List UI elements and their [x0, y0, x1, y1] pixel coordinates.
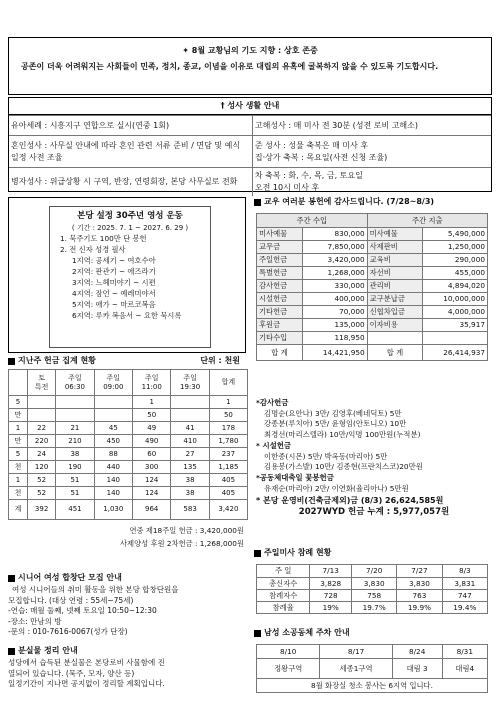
income-header: 주간 수입 — [257, 214, 368, 228]
table-cell: 기타수입 — [257, 332, 303, 345]
square-bullet-icon — [254, 550, 261, 557]
table-cell: 830,000 — [302, 228, 367, 241]
attendance-header-row — [257, 565, 488, 578]
table-cell: 3,828 — [310, 578, 352, 590]
table-cell — [56, 409, 94, 422]
table-cell: 135,000 — [302, 319, 367, 332]
choir-header — [8, 573, 246, 583]
table-cell: 190 — [56, 461, 94, 474]
attendance-title: 주일미사 참례 현황 — [264, 548, 332, 557]
collection-header-row — [9, 370, 248, 396]
table-cell: 대림 3 — [392, 659, 442, 679]
table-cell: 763 — [397, 590, 442, 602]
lost-line: 일정기간이 지나면 공지없이 정리할 계획입니다. — [8, 679, 165, 688]
table-cell: 미사예물 — [367, 228, 423, 241]
choir-line: -장소: 만남의 방 — [8, 616, 62, 626]
donations-section — [256, 398, 492, 519]
table-row — [257, 280, 488, 293]
choir-title: 시니어 여성 합창단 모집 안내 — [18, 573, 122, 582]
table-cell: 728 — [310, 590, 352, 602]
table-cell: 감사헌금 — [257, 280, 303, 293]
choir-line: -문의 : 010-7616-0067(성가 단장) — [8, 627, 128, 636]
table-cell: 1 — [133, 396, 171, 409]
table-cell: 140 — [94, 474, 132, 487]
table-cell: 237 — [209, 448, 247, 461]
cleaning-title: 남성 소공동체 주차 안내 — [264, 628, 350, 637]
table-cell: 405 — [209, 474, 247, 487]
campaign-period: ( 기간 : 2025. 7. 1 ~ 2027. 6. 29 ) — [71, 223, 189, 232]
table-cell: 3,420 — [209, 500, 247, 520]
table-cell: 35,917 — [423, 319, 488, 332]
table-row — [9, 474, 248, 487]
table-row — [9, 448, 248, 461]
table-cell: 후원금 — [257, 319, 303, 332]
table-cell: 583 — [171, 500, 209, 520]
table-cell: 70,000 — [302, 306, 367, 319]
table-row — [257, 319, 488, 332]
table-cell: 신협차입금 — [367, 306, 423, 319]
table-row — [257, 254, 488, 267]
table-cell: 총신자수 — [257, 578, 310, 590]
cell-text: 주일 — [144, 373, 159, 382]
donation-line: 최경선(마리스텔라) 10만/익명 100만원(누적분) — [264, 430, 421, 440]
donation-line: 이한종(시몬) 5만/ 박옥동(마리아) 5만 — [264, 451, 388, 461]
thanks-section — [254, 197, 492, 361]
table-cell: 계 — [9, 500, 28, 520]
prayer-body: 공존이 더욱 어려워지는 사회들이 민족, 정치, 종교, 이념을 이유로 대립의 유혹에 굴복하지 않을 수 있도록 기도합시다. — [21, 62, 439, 71]
choir-line: 모집합니다. (대상 연령 : 55세~75세) — [8, 595, 134, 605]
col-header — [94, 370, 132, 396]
cell-text: 주일 — [106, 373, 121, 382]
table-row — [9, 409, 248, 422]
lost-line: 성당에서 습득된 분실물은 본당로비 사물함에 진 — [8, 658, 165, 667]
table-cell: 3,420,000 — [302, 254, 367, 267]
table-cell: 118,950 — [302, 332, 367, 345]
table-cell — [423, 332, 488, 345]
table-corner — [9, 370, 28, 396]
total-label: 합 계 — [367, 345, 423, 361]
sacraments-table — [9, 115, 491, 196]
square-bullet-icon — [8, 575, 15, 582]
table-cell: 미사예물 — [257, 228, 303, 241]
sacrament-row — [9, 116, 491, 136]
cell-text: 특전 — [34, 382, 49, 391]
donation-line: 김명순(요안나) 3만/ 김영후(베네딕토) 5만 — [264, 408, 402, 418]
table-row — [257, 241, 488, 254]
collection-section — [8, 356, 246, 548]
table-cell: 450 — [94, 435, 132, 448]
table-cell: 3,831 — [442, 578, 487, 590]
campaign-item: 3지역: 느헤미야기 ~ 시편 — [72, 278, 156, 288]
table-cell: 27 — [171, 448, 209, 461]
table-cell: 50 — [133, 409, 171, 422]
table-cell: 440 — [94, 461, 132, 474]
lost-section — [8, 646, 246, 690]
table-cell: 758 — [352, 590, 397, 602]
sacraments-header: † 성사 생활 안내 — [9, 98, 491, 115]
table-cell: 8/24 — [392, 645, 442, 659]
table-cell — [367, 332, 423, 345]
sacrament-cell: 혼인성사 : 사무실 안내에 따라 혼인 관련 서류 준비 / 면담 및 예식 일정 사전 조율 — [9, 136, 252, 168]
table-cell: 주 일 — [257, 565, 310, 578]
table-cell: 124 — [133, 474, 171, 487]
expense-total: 26,414,937 — [423, 345, 488, 361]
lost-title: 분실물 정리 안내 — [18, 646, 78, 655]
sacrament-cell: 준 성사 : 성물 축복은 매 미사 후 집·상가 축복 : 목요일(사전 신청 조율) — [252, 136, 491, 168]
cleaning-note-row — [257, 679, 488, 693]
table-cell: 410 — [171, 435, 209, 448]
table-cell: 88 — [94, 448, 132, 461]
table-row — [9, 422, 248, 435]
table-cell — [171, 409, 209, 422]
square-bullet-icon — [254, 199, 261, 206]
table-cell: 210 — [56, 435, 94, 448]
table-cell: 1,250,000 — [423, 241, 488, 254]
total-label: 합 계 — [257, 345, 303, 361]
finance-header-row — [257, 214, 488, 228]
table-cell: 8/17 — [320, 645, 392, 659]
table-cell: 51 — [56, 474, 94, 487]
collection-header — [8, 356, 240, 366]
table-cell: 19.9% — [397, 602, 442, 614]
table-cell: 1,030 — [94, 500, 132, 520]
table-cell: 만 — [9, 409, 28, 422]
table-cell: 49 — [133, 422, 171, 435]
table-cell: 38 — [171, 474, 209, 487]
table-cell: 10,000,000 — [423, 293, 488, 306]
sacrament-cell: 고해성사 : 매 미사 전 30분 (성전 로비 고해소) — [252, 116, 491, 136]
prayer-title: ✦ 8월 교황님의 기도 지향 : 상호 존중 — [182, 46, 318, 55]
cell-text: 09:00 — [103, 382, 124, 391]
table-cell: 7/27 — [397, 565, 442, 578]
table-cell: 290,000 — [423, 254, 488, 267]
table-cell: 5 — [9, 396, 28, 409]
table-cell: 4,000,000 — [423, 306, 488, 319]
table-row — [257, 590, 488, 602]
cell-text: 토 — [38, 373, 45, 382]
square-bullet-icon — [254, 630, 261, 637]
table-cell — [94, 396, 132, 409]
table-cell: 사제판비 — [367, 241, 423, 254]
table-cell: 124 — [133, 487, 171, 500]
table-cell: 392 — [28, 500, 56, 520]
table-cell: 교구분납금 — [367, 293, 423, 306]
table-cell — [94, 409, 132, 422]
campaign-item: 1지역: 공세기 ~ 여호수아 — [72, 256, 156, 266]
table-cell: 400,000 — [302, 293, 367, 306]
table-row — [9, 396, 248, 409]
thanks-title: 교우 여러분 봉헌에 감사드립니다. (7/28~8/3) — [264, 197, 435, 206]
table-cell: 964 — [133, 500, 171, 520]
table-cell: 455,000 — [423, 267, 488, 280]
table-cell: 시설헌금 — [257, 293, 303, 306]
table-cell: 1 — [9, 422, 28, 435]
lost-line: 열되어 있습니다. (묵주, 모자, 양산 등) — [8, 668, 135, 678]
col-header — [171, 370, 209, 396]
table-cell: 5,490,000 — [423, 228, 488, 241]
square-bullet-icon — [8, 648, 15, 655]
expense-header: 주간 지출 — [367, 214, 487, 228]
sacraments-box — [8, 97, 492, 192]
cell-text: 주일 — [183, 373, 197, 382]
table-cell: 5 — [9, 448, 28, 461]
table-cell: 7,850,000 — [302, 241, 367, 254]
finance-table — [256, 213, 488, 361]
table-cell: 이자비용 — [367, 319, 423, 332]
table-cell: 천 — [9, 487, 28, 500]
table-row — [257, 228, 488, 241]
table-cell: 3,830 — [397, 578, 442, 590]
table-cell — [171, 396, 209, 409]
campaign-item: 1. 묵주기도 100만 단 봉헌 — [60, 234, 147, 244]
table-cell: 178 — [209, 422, 247, 435]
table-cell: 교육비 — [367, 254, 423, 267]
cleaning-section — [254, 628, 492, 693]
table-cell: 21 — [56, 422, 94, 435]
table-cell: 300 — [133, 461, 171, 474]
campaign-title: 본당 설정 30주년 영성 운동 — [77, 211, 183, 221]
col-header — [28, 370, 56, 396]
table-cell: 자선비 — [367, 267, 423, 280]
campaign-inner — [49, 206, 211, 348]
table-cell: 405 — [209, 487, 247, 500]
table-row — [257, 332, 488, 345]
campaign-item: 5지역: 애가 ~ 마르코복음 — [72, 300, 156, 309]
table-cell: 참례자수 — [257, 590, 310, 602]
table-cell — [28, 409, 56, 422]
table-cell: 41 — [171, 422, 209, 435]
lost-header — [8, 646, 246, 656]
table-cell: 참례율 — [257, 602, 310, 614]
table-row — [257, 293, 488, 306]
table-cell: 120 — [28, 461, 56, 474]
cell-text: 06:30 — [64, 382, 86, 391]
collection-note-1: 연중 제18주일 헌금 : 3,420,000원 — [129, 526, 244, 535]
table-cell: 135 — [171, 461, 209, 474]
table-row — [9, 461, 248, 474]
table-cell: 330,000 — [302, 280, 367, 293]
table-cell: 490 — [133, 435, 171, 448]
cleaning-header — [254, 628, 492, 638]
table-cell: 19.4% — [442, 602, 487, 614]
table-cell: 8/3 — [442, 565, 487, 578]
col-header — [133, 370, 171, 396]
table-cell — [28, 396, 56, 409]
operating-fund-total: * 본당 운영비(건축금제외)금 (8/3) 26,624,585원 — [256, 495, 444, 505]
collection-table — [8, 369, 248, 520]
table-cell: 38 — [171, 487, 209, 500]
donation-section-title: * 시설헌금 — [256, 440, 291, 450]
table-row — [9, 487, 248, 500]
choir-line: -연습: 매월 둘째, 넷째 토요일 10:50~12:30 — [8, 606, 157, 615]
table-cell: 24 — [28, 448, 56, 461]
cell-text — [8, 356, 96, 366]
table-row — [257, 306, 488, 319]
table-cell: 1 — [209, 396, 247, 409]
table-cell: 1 — [9, 474, 28, 487]
finance-total-row — [257, 345, 488, 361]
thanks-header — [254, 197, 492, 207]
cleaning-table — [256, 644, 488, 693]
table-cell: 38 — [56, 448, 94, 461]
attendance-table — [256, 564, 488, 614]
table-cell: 1,185 — [209, 461, 247, 474]
table-cell: 140 — [94, 487, 132, 500]
table-cell: 7/20 — [352, 565, 397, 578]
campaign-item: 4지역: 잠언 ~ 예레미야서 — [72, 289, 156, 299]
campaign-list — [50, 234, 210, 322]
donation-line: 김용봉(가스발) 10만/ 김종현(프란치스코)20만원 — [264, 462, 423, 472]
choir-line: 여성 시니어들의 취미 활동을 위한 본당 합창단원을 — [12, 585, 179, 594]
col-header: 합계 — [209, 370, 247, 396]
table-cell: 60 — [133, 448, 171, 461]
table-cell: 52 — [28, 487, 56, 500]
attendance-section — [254, 548, 492, 614]
table-cell: 대림4 — [442, 659, 487, 679]
wyd-total: 2027WYD 헌금 누계 : 5,977,057원 — [298, 507, 450, 518]
cell-text: 11:00 — [141, 382, 162, 391]
choir-body — [8, 585, 246, 638]
table-cell: 4,894,020 — [423, 280, 488, 293]
cleaning-dates-row — [257, 645, 488, 659]
table-cell: 51 — [56, 487, 94, 500]
table-cell: 19% — [310, 602, 352, 614]
table-cell: 천 — [9, 461, 28, 474]
table-cell: 교무금 — [257, 241, 303, 254]
table-cell: 8/31 — [442, 645, 487, 659]
col-header — [56, 370, 94, 396]
table-cell: 관리비 — [367, 280, 423, 293]
table-cell: 특별헌금 — [257, 267, 303, 280]
table-cell: 45 — [94, 422, 132, 435]
table-cell: 451 — [56, 500, 94, 520]
table-cell: 만 — [9, 435, 28, 448]
prayer-box — [8, 37, 492, 95]
collection-title: 지난주 헌금 집계 현황 — [18, 356, 96, 365]
collection-unit: 단위 : 천원 — [200, 356, 240, 365]
sacrament-row — [9, 136, 491, 168]
table-row — [257, 578, 488, 590]
table-cell: 220 — [28, 435, 56, 448]
table-cell: 52 — [28, 474, 56, 487]
table-cell: 1,780 — [209, 435, 247, 448]
table-cell: 8/10 — [257, 645, 320, 659]
table-cell: 50 — [209, 409, 247, 422]
square-bullet-icon — [8, 358, 15, 365]
choir-section — [8, 573, 246, 638]
table-cell — [56, 396, 94, 409]
table-cell: 1,268,000 — [302, 267, 367, 280]
donation-line: 유재순(마리아) 2만/ 이연화(율리아나) 5만원 — [264, 483, 409, 493]
attendance-header — [254, 548, 492, 558]
table-row — [257, 267, 488, 280]
collection-note-2: 사제양성 후원 2차헌금 : 1,268,000원 — [119, 539, 244, 549]
table-cell: 747 — [442, 590, 487, 602]
campaign-item: 2지역: 판관기 ~ 에즈라기 — [72, 267, 156, 277]
sacrament-cell: 차 축복 : 화, 수, 목, 금, 토요일 오전 10시 미사 후 — [252, 168, 491, 196]
donation-section-title: *감사헌금 — [256, 398, 289, 407]
table-total-row — [9, 500, 248, 520]
table-cell: 주일헌금 — [257, 254, 303, 267]
table-cell: 7/13 — [310, 565, 352, 578]
income-total: 14,421,950 — [302, 345, 367, 361]
lost-body — [8, 658, 246, 690]
table-row — [9, 435, 248, 448]
donation-section-title: *공동체대축일 꽃봉헌금 — [256, 473, 334, 483]
donation-line: 강종분(루치아) 5만/ 윤형임(안토니오) 10만 — [264, 419, 407, 429]
sacrament-cell: 유아세례 : 시흥지구 연합으로 실시(연중 1회) — [9, 116, 252, 136]
table-cell: 세종1구역 — [320, 659, 392, 679]
sacrament-row — [9, 168, 491, 196]
sacrament-cell: 병자성사 : 위급상황 시 구역, 반장, 연령회장, 본당 사무실로 전화 — [9, 168, 252, 196]
table-cell: 정왕구역 — [257, 659, 320, 679]
campaign-box — [8, 197, 246, 353]
campaign-item: 2. 전 신자 성경 필사 — [60, 245, 126, 255]
table-cell: 19.7% — [352, 602, 397, 614]
table-cell: 22 — [28, 422, 56, 435]
cleaning-groups-row — [257, 659, 488, 679]
table-cell: 3,830 — [352, 578, 397, 590]
campaign-item: 6지역: 루카 복음서 ~ 요한 묵시록 — [72, 310, 182, 320]
cell-text: 19:30 — [180, 382, 201, 391]
table-row — [257, 602, 488, 614]
table-cell: 기타헌금 — [257, 306, 303, 319]
cell-text: 주일 — [68, 373, 82, 382]
cleaning-note: 8월 화장실 청소 봉사는 6지역 입니다. — [257, 679, 488, 693]
